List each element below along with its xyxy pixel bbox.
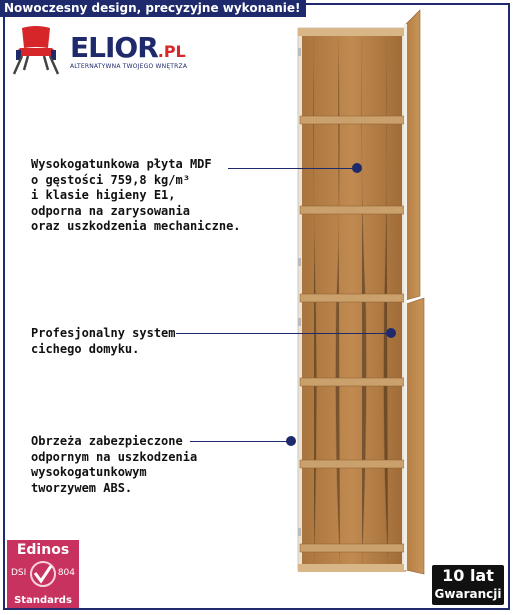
edinos-left-label: DSI xyxy=(11,568,27,578)
callout-mdf-line: odporna na zarysowania xyxy=(31,203,190,218)
header-banner xyxy=(0,0,306,17)
callout-soft-close xyxy=(31,326,176,357)
brand-slogan: ALTERNATYWNA TWOJEGO WNĘTRZA xyxy=(70,63,188,70)
callout-mdf-dot xyxy=(352,163,362,173)
brand-name: ELIOR.PL xyxy=(70,31,186,64)
page-frame xyxy=(3,3,510,610)
edinos-check-icon xyxy=(29,560,57,588)
callout-soft-close-line: Profesjonalny system xyxy=(31,326,176,340)
callout-soft-close-line: cichego domyku. xyxy=(31,341,140,356)
callout-abs xyxy=(31,434,197,496)
callout-abs-leader xyxy=(190,441,290,442)
chair-icon xyxy=(8,26,64,76)
edinos-badge xyxy=(7,540,79,608)
callout-soft-close-leader xyxy=(176,333,390,334)
brand-domain: .PL xyxy=(157,42,186,61)
callout-abs-dot xyxy=(286,436,296,446)
edinos-name: Edinos xyxy=(16,542,70,558)
callout-mdf-line: o gęstości 759,8 kg/m³ xyxy=(31,172,190,187)
warranty-years: 10 lat xyxy=(442,566,494,585)
callout-abs-line: odpornym na uszkodzenia xyxy=(31,449,198,464)
edinos-right-label: 804 xyxy=(57,568,75,578)
edinos-standards: Standards xyxy=(14,595,72,606)
header-tagline: Nowoczesny design, precyzyjne wykonanie! xyxy=(4,1,301,15)
callout-mdf-line: Wysokogatunkowa płyta MDF xyxy=(31,157,212,171)
warranty-badge xyxy=(432,565,504,605)
callout-abs-line: tworzywem ABS. xyxy=(31,480,133,495)
callout-mdf-line: oraz uszkodzenia mechaniczne. xyxy=(31,219,241,233)
callout-abs-line: wysokogatunkowym xyxy=(31,465,147,479)
callout-soft-close-dot xyxy=(386,328,396,338)
warranty-label: Gwarancji xyxy=(434,587,502,601)
brand-logo[interactable] xyxy=(8,26,188,76)
cabinet-illustration xyxy=(290,8,430,578)
callout-mdf xyxy=(31,157,241,235)
callout-mdf-leader xyxy=(228,168,356,169)
callout-abs-line: Obrzeża zabezpieczone xyxy=(31,434,183,448)
callout-mdf-line: i klasie higieny E1, xyxy=(31,188,176,202)
